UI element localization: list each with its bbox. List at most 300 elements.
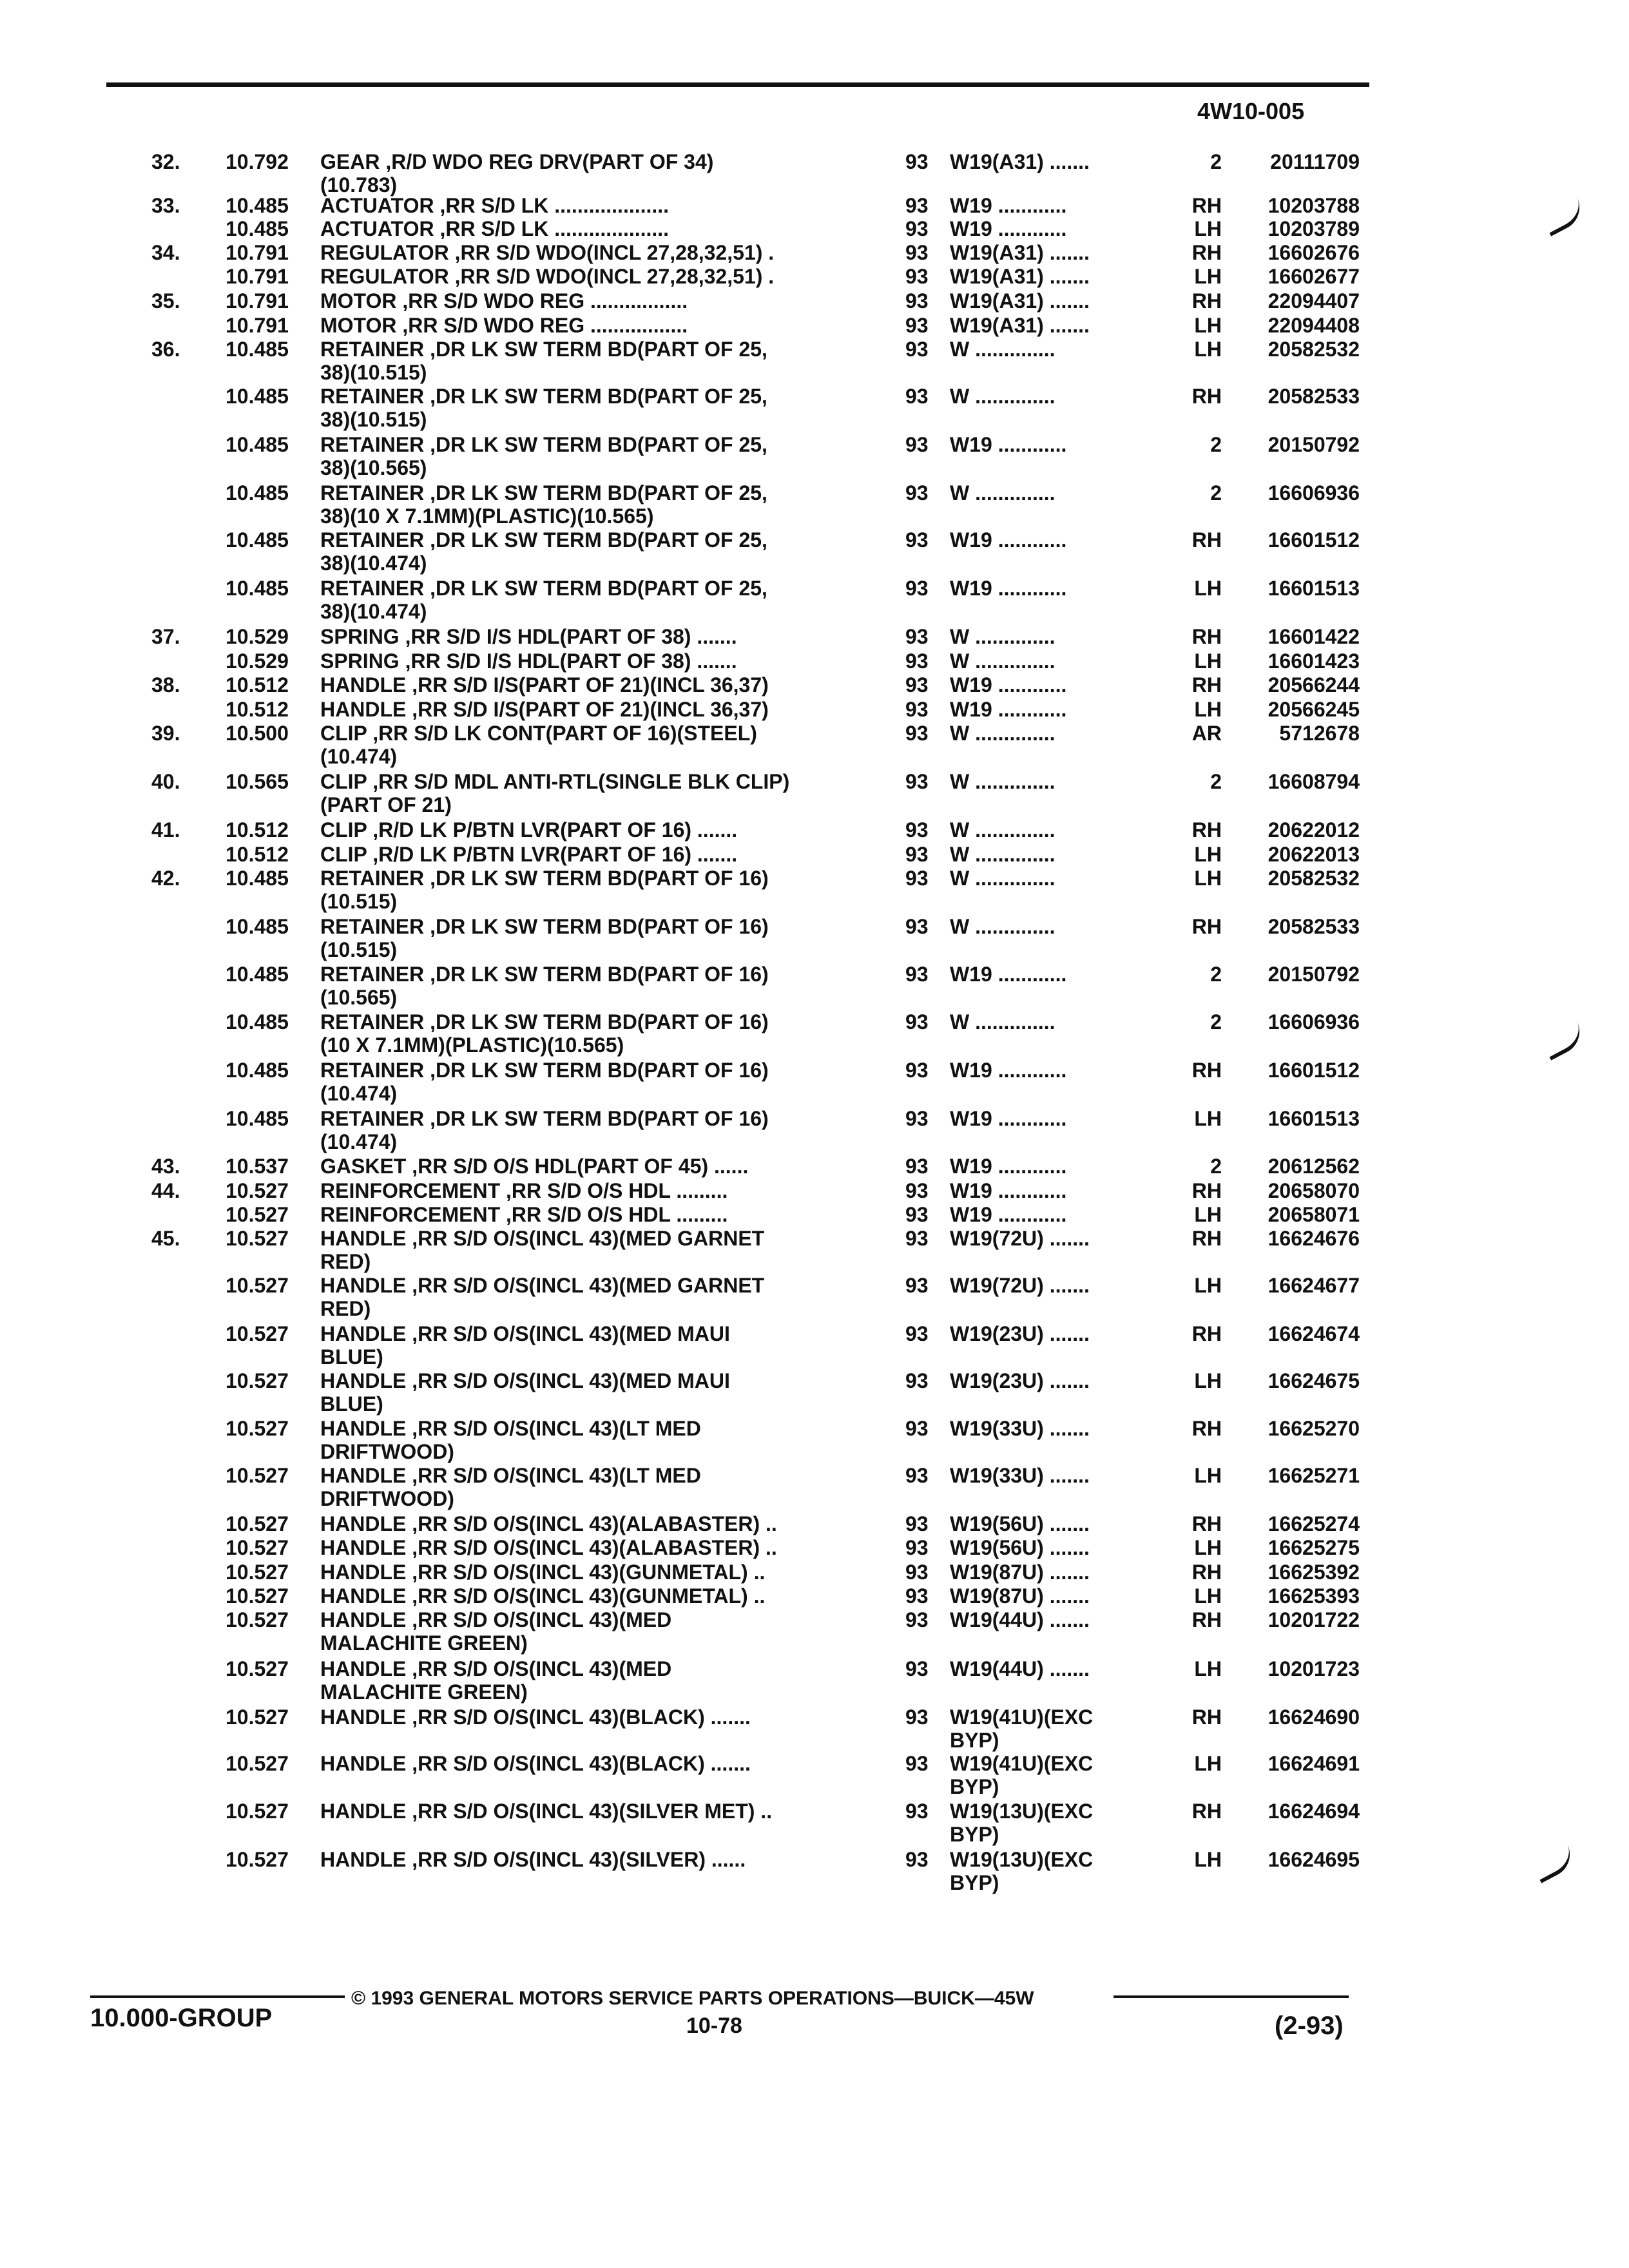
model-year: 93 bbox=[905, 1010, 929, 1033]
part-number: 16624694 bbox=[1268, 1800, 1360, 1823]
part-description: SPRING ,RR S/D I/S HDL(PART OF 38) ....... bbox=[320, 625, 737, 648]
model-year: 93 bbox=[905, 1155, 929, 1178]
quantity: 2 bbox=[1210, 481, 1222, 505]
part-number: 16624691 bbox=[1268, 1752, 1360, 1775]
part-description: MOTOR ,RR S/D WDO REG ................. bbox=[320, 314, 688, 337]
model-year: 93 bbox=[905, 1800, 929, 1823]
model-year: 93 bbox=[905, 1561, 929, 1584]
part-number: 20622013 bbox=[1268, 843, 1360, 866]
model-code: W .............. bbox=[950, 722, 1055, 745]
part-description: HANDLE ,RR S/D O/S(INCL 43)(LT MED DRIFTWOOD) bbox=[320, 1417, 701, 1463]
part-description: MOTOR ,RR S/D WDO REG ................. bbox=[320, 289, 688, 312]
quantity: LH bbox=[1194, 1848, 1222, 1871]
model-code: W19 ............ bbox=[950, 217, 1067, 240]
model-code: W19 ............ bbox=[950, 433, 1067, 456]
part-number: 16601513 bbox=[1268, 577, 1360, 600]
model-code: W .............. bbox=[950, 770, 1055, 793]
model-code: W19(56U) ....... bbox=[950, 1512, 1090, 1535]
figure-number: 35. bbox=[151, 289, 180, 312]
part-number: 16625392 bbox=[1268, 1561, 1360, 1584]
model-code: W19(72U) ....... bbox=[950, 1274, 1090, 1297]
figure-number: 39. bbox=[151, 722, 180, 745]
quantity: LH bbox=[1194, 649, 1222, 673]
model-year: 93 bbox=[905, 577, 929, 600]
model-code: W .............. bbox=[950, 843, 1055, 866]
quantity: LH bbox=[1194, 314, 1222, 337]
group-number: 10.791 bbox=[226, 289, 289, 312]
table-row bbox=[0, 915, 1629, 966]
group-number: 10.500 bbox=[226, 722, 289, 745]
group-number: 10.512 bbox=[226, 673, 289, 697]
group-number: 10.529 bbox=[226, 649, 289, 673]
group-number: 10.527 bbox=[226, 1752, 289, 1775]
model-year: 93 bbox=[905, 1274, 929, 1297]
part-description: HANDLE ,RR S/D O/S(INCL 43)(BLACK) ....... bbox=[320, 1752, 751, 1775]
model-year: 93 bbox=[905, 194, 929, 217]
part-number: 16624690 bbox=[1268, 1706, 1360, 1729]
quantity: RH bbox=[1191, 625, 1222, 648]
model-year: 93 bbox=[905, 1417, 929, 1440]
part-number: 16624676 bbox=[1268, 1227, 1360, 1250]
table-row bbox=[0, 1274, 1629, 1325]
table-row bbox=[0, 433, 1629, 485]
group-number: 10.485 bbox=[226, 217, 289, 240]
part-description: RETAINER ,DR LK SW TERM BD(PART OF 16) (10.515) bbox=[320, 867, 769, 913]
model-year: 93 bbox=[905, 818, 929, 841]
model-year: 93 bbox=[905, 528, 929, 552]
group-number: 10.485 bbox=[226, 915, 289, 938]
model-code: W19 ............ bbox=[950, 698, 1067, 721]
part-description: RETAINER ,DR LK SW TERM BD(PART OF 16) (10.565) bbox=[320, 963, 769, 1009]
part-number: 16606936 bbox=[1268, 481, 1360, 505]
model-code: W19(13U)(EXC BYP) bbox=[950, 1848, 1094, 1894]
part-number: 16625275 bbox=[1268, 1536, 1360, 1559]
part-number: 20150792 bbox=[1268, 963, 1360, 986]
model-year: 93 bbox=[905, 1369, 929, 1392]
figure-number: 42. bbox=[151, 867, 180, 890]
part-number: 20612562 bbox=[1268, 1155, 1360, 1178]
quantity: 2 bbox=[1210, 770, 1222, 793]
quantity: RH bbox=[1191, 1706, 1222, 1729]
part-description: HANDLE ,RR S/D O/S(INCL 43)(SILVER MET) .. bbox=[320, 1800, 773, 1823]
part-description: HANDLE ,RR S/D I/S(PART OF 21)(INCL 36,37) bbox=[320, 698, 769, 721]
part-number: 16624695 bbox=[1268, 1848, 1360, 1871]
part-number: 16602676 bbox=[1268, 241, 1360, 264]
group-number: 10.485 bbox=[226, 1059, 289, 1082]
quantity: LH bbox=[1194, 843, 1222, 866]
part-number: 10201723 bbox=[1268, 1657, 1360, 1680]
footer-group: 10.000-GROUP bbox=[90, 2004, 273, 2032]
part-number: 22094407 bbox=[1268, 289, 1360, 312]
part-description: HANDLE ,RR S/D O/S(INCL 43)(MED GARNET RED) bbox=[320, 1227, 765, 1273]
quantity: LH bbox=[1194, 1274, 1222, 1297]
part-description: HANDLE ,RR S/D O/S(INCL 43)(MED MALACHITE GREEN) bbox=[320, 1657, 672, 1704]
quantity: LH bbox=[1194, 577, 1222, 600]
part-number: 16602677 bbox=[1268, 265, 1360, 288]
footer-date: (2-93) bbox=[1275, 2012, 1344, 2040]
model-code: W .............. bbox=[950, 649, 1055, 673]
part-number: 20658070 bbox=[1268, 1179, 1360, 1202]
model-year: 93 bbox=[905, 1706, 929, 1729]
table-row bbox=[0, 1800, 1629, 1851]
table-row bbox=[0, 1107, 1629, 1158]
part-description: REINFORCEMENT ,RR S/D O/S HDL ......... bbox=[320, 1203, 728, 1226]
model-year: 93 bbox=[905, 722, 929, 745]
model-code: W19(A31) ....... bbox=[950, 289, 1090, 312]
part-description: RETAINER ,DR LK SW TERM BD(PART OF 16) (10.474) bbox=[320, 1107, 769, 1153]
model-year: 93 bbox=[905, 289, 929, 312]
model-code: W19(23U) ....... bbox=[950, 1322, 1090, 1345]
model-code: W .............. bbox=[950, 818, 1055, 841]
model-year: 93 bbox=[905, 338, 929, 361]
model-code: W19 ............ bbox=[950, 577, 1067, 600]
model-code: W19 ............ bbox=[950, 1203, 1067, 1226]
part-description: REGULATOR ,RR S/D WDO(INCL 27,28,32,51) . bbox=[320, 265, 775, 288]
model-year: 93 bbox=[905, 481, 929, 505]
model-year: 93 bbox=[905, 241, 929, 264]
part-number: 20150792 bbox=[1268, 433, 1360, 456]
quantity: 2 bbox=[1210, 1155, 1222, 1178]
figure-number: 33. bbox=[151, 194, 180, 217]
model-code: W19(A31) ....... bbox=[950, 265, 1090, 288]
figure-number: 43. bbox=[151, 1155, 180, 1178]
part-description: CLIP ,RR S/D LK CONT(PART OF 16)(STEEL) (10.474) bbox=[320, 722, 757, 768]
quantity: RH bbox=[1191, 1561, 1222, 1584]
model-year: 93 bbox=[905, 1584, 929, 1608]
part-number: 16601422 bbox=[1268, 625, 1360, 648]
table-row bbox=[0, 1059, 1629, 1110]
quantity: LH bbox=[1194, 1464, 1222, 1487]
part-number: 20658071 bbox=[1268, 1203, 1360, 1226]
group-number: 10.512 bbox=[226, 843, 289, 866]
quantity: 2 bbox=[1210, 433, 1222, 456]
model-code: W .............. bbox=[950, 481, 1055, 505]
quantity: LH bbox=[1194, 698, 1222, 721]
group-number: 10.485 bbox=[226, 1107, 289, 1130]
quantity: LH bbox=[1194, 1657, 1222, 1680]
model-year: 93 bbox=[905, 843, 929, 866]
part-description: RETAINER ,DR LK SW TERM BD(PART OF 16) (10.474) bbox=[320, 1059, 769, 1105]
group-number: 10.527 bbox=[226, 1417, 289, 1440]
part-description: RETAINER ,DR LK SW TERM BD(PART OF 16) (10.515) bbox=[320, 915, 769, 961]
group-number: 10.527 bbox=[226, 1584, 289, 1608]
table-row bbox=[0, 1464, 1629, 1515]
model-code: W .............. bbox=[950, 338, 1055, 361]
model-code: W19(13U)(EXC BYP) bbox=[950, 1800, 1094, 1846]
part-number: 16606936 bbox=[1268, 1010, 1360, 1033]
group-number: 10.527 bbox=[226, 1608, 289, 1631]
quantity: LH bbox=[1194, 338, 1222, 361]
quantity: RH bbox=[1191, 1227, 1222, 1250]
model-year: 93 bbox=[905, 1848, 929, 1871]
group-number: 10.527 bbox=[226, 1706, 289, 1729]
part-description: HANDLE ,RR S/D O/S(INCL 43)(LT MED DRIFTWOOD) bbox=[320, 1464, 701, 1510]
model-code: W19(87U) ....... bbox=[950, 1584, 1090, 1608]
part-number: 20622012 bbox=[1268, 818, 1360, 841]
part-description: HANDLE ,RR S/D I/S(PART OF 21)(INCL 36,37) bbox=[320, 673, 769, 697]
model-code: W19(33U) ....... bbox=[950, 1464, 1090, 1487]
footer-copyright: © 1993 GENERAL MOTORS SERVICE PARTS OPERATIONS—BUICK—45W bbox=[351, 1988, 1034, 2009]
part-number: 10203789 bbox=[1268, 217, 1360, 240]
quantity: RH bbox=[1191, 915, 1222, 938]
part-description: RETAINER ,DR LK SW TERM BD(PART OF 16) (10 X 7.1MM)(PLASTIC)(10.565) bbox=[320, 1010, 769, 1057]
table-row bbox=[0, 963, 1629, 1014]
group-number: 10.527 bbox=[226, 1800, 289, 1823]
part-number: 10201722 bbox=[1268, 1608, 1360, 1631]
model-code: W19 ............ bbox=[950, 1107, 1067, 1130]
model-code: W19 ............ bbox=[950, 673, 1067, 697]
quantity: RH bbox=[1191, 1512, 1222, 1535]
part-description: HANDLE ,RR S/D O/S(INCL 43)(GUNMETAL) .. bbox=[320, 1584, 766, 1608]
table-row bbox=[0, 1608, 1629, 1660]
model-year: 93 bbox=[905, 150, 929, 173]
part-number: 20566245 bbox=[1268, 698, 1360, 721]
quantity: RH bbox=[1191, 1322, 1222, 1345]
part-number: 16625393 bbox=[1268, 1584, 1360, 1608]
model-code: W19(72U) ....... bbox=[950, 1227, 1090, 1250]
quantity: RH bbox=[1191, 385, 1222, 408]
model-year: 93 bbox=[905, 1203, 929, 1226]
group-number: 10.527 bbox=[226, 1848, 289, 1871]
part-number: 16624675 bbox=[1268, 1369, 1360, 1392]
model-year: 93 bbox=[905, 649, 929, 673]
footer-rule-right bbox=[1113, 1995, 1349, 1998]
quantity: 2 bbox=[1210, 150, 1222, 173]
quantity: AR bbox=[1191, 722, 1222, 745]
group-number: 10.527 bbox=[226, 1464, 289, 1487]
model-year: 93 bbox=[905, 1752, 929, 1775]
model-code: W19(A31) ....... bbox=[950, 150, 1090, 173]
part-description: HANDLE ,RR S/D O/S(INCL 43)(ALABASTER) .. bbox=[320, 1536, 777, 1559]
part-description: HANDLE ,RR S/D O/S(INCL 43)(MED MAUI BLUE) bbox=[320, 1369, 730, 1416]
part-description: SPRING ,RR S/D I/S HDL(PART OF 38) ....... bbox=[320, 649, 737, 673]
quantity: RH bbox=[1191, 289, 1222, 312]
part-description: RETAINER ,DR LK SW TERM BD(PART OF 25, 38)(10 X 7.1MM)(PLASTIC)(10.565) bbox=[320, 481, 767, 528]
group-number: 10.527 bbox=[226, 1561, 289, 1584]
model-year: 93 bbox=[905, 1059, 929, 1082]
part-number: 20111709 bbox=[1270, 150, 1360, 173]
doc-code: 4W10-005 bbox=[1197, 98, 1305, 124]
model-year: 93 bbox=[905, 1536, 929, 1559]
group-number: 10.791 bbox=[226, 265, 289, 288]
model-code: W .............. bbox=[950, 625, 1055, 648]
model-year: 93 bbox=[905, 1657, 929, 1680]
quantity: RH bbox=[1191, 241, 1222, 264]
model-year: 93 bbox=[905, 698, 929, 721]
model-year: 93 bbox=[905, 673, 929, 697]
model-code: W19(23U) ....... bbox=[950, 1369, 1090, 1392]
part-description: CLIP ,R/D LK P/BTN LVR(PART OF 16) ....... bbox=[320, 818, 738, 841]
part-number: 16601512 bbox=[1268, 1059, 1360, 1082]
part-number: 16601513 bbox=[1268, 1107, 1360, 1130]
model-year: 93 bbox=[905, 1608, 929, 1631]
table-row bbox=[0, 1010, 1629, 1062]
part-description: RETAINER ,DR LK SW TERM BD(PART OF 25, 38)(10.565) bbox=[320, 433, 767, 479]
part-description: RETAINER ,DR LK SW TERM BD(PART OF 25, 38)(10.515) bbox=[320, 385, 767, 431]
part-description: HANDLE ,RR S/D O/S(INCL 43)(ALABASTER) .. bbox=[320, 1512, 777, 1535]
group-number: 10.565 bbox=[226, 770, 289, 793]
part-description: RETAINER ,DR LK SW TERM BD(PART OF 25, 38)(10.474) bbox=[320, 577, 767, 623]
quantity: LH bbox=[1194, 867, 1222, 890]
model-code: W19(44U) ....... bbox=[950, 1657, 1090, 1680]
model-year: 93 bbox=[905, 1179, 929, 1202]
part-number: 20566244 bbox=[1268, 673, 1360, 697]
part-description: HANDLE ,RR S/D O/S(INCL 43)(BLACK) ....... bbox=[320, 1706, 751, 1729]
table-row bbox=[0, 1227, 1629, 1278]
model-year: 93 bbox=[905, 1464, 929, 1487]
model-code: W19 ............ bbox=[950, 1059, 1067, 1082]
model-code: W19(41U)(EXC BYP) bbox=[950, 1752, 1094, 1798]
model-year: 93 bbox=[905, 1227, 929, 1250]
part-description: RETAINER ,DR LK SW TERM BD(PART OF 25, 38)(10.474) bbox=[320, 528, 767, 575]
model-year: 93 bbox=[905, 265, 929, 288]
part-description: CLIP ,RR S/D MDL ANTI-RTL(SINGLE BLK CLIP) (PART OF 21) bbox=[320, 770, 790, 816]
part-description: HANDLE ,RR S/D O/S(INCL 43)(GUNMETAL) .. bbox=[320, 1561, 766, 1584]
part-description: REGULATOR ,RR S/D WDO(INCL 27,28,32,51) . bbox=[320, 241, 775, 264]
quantity: RH bbox=[1191, 673, 1222, 697]
part-description: GASKET ,RR S/D O/S HDL(PART OF 45) ...... bbox=[320, 1155, 749, 1178]
group-number: 10.527 bbox=[226, 1227, 289, 1250]
group-number: 10.485 bbox=[226, 433, 289, 456]
group-number: 10.527 bbox=[226, 1274, 289, 1297]
model-code: W .............. bbox=[950, 867, 1055, 890]
group-number: 10.485 bbox=[226, 338, 289, 361]
quantity: RH bbox=[1191, 818, 1222, 841]
part-description: GEAR ,R/D WDO REG DRV(PART OF 34) (10.783) bbox=[320, 150, 714, 197]
part-number: 10203788 bbox=[1268, 194, 1360, 217]
model-year: 93 bbox=[905, 915, 929, 938]
model-code: W19(33U) ....... bbox=[950, 1417, 1090, 1440]
model-code: W19 ............ bbox=[950, 1179, 1067, 1202]
part-number: 16625274 bbox=[1268, 1512, 1360, 1535]
part-number: 20582532 bbox=[1268, 867, 1360, 890]
part-number: 16624677 bbox=[1268, 1274, 1360, 1297]
group-number: 10.527 bbox=[226, 1369, 289, 1392]
model-code: W .............. bbox=[950, 915, 1055, 938]
model-year: 93 bbox=[905, 314, 929, 337]
group-number: 10.527 bbox=[226, 1203, 289, 1226]
part-number: 22094408 bbox=[1268, 314, 1360, 337]
part-description: HANDLE ,RR S/D O/S(INCL 43)(SILVER) ...... bbox=[320, 1848, 746, 1871]
part-number: 16624674 bbox=[1268, 1322, 1360, 1345]
figure-number: 37. bbox=[151, 625, 180, 648]
quantity: RH bbox=[1191, 1800, 1222, 1823]
part-description: HANDLE ,RR S/D O/S(INCL 43)(MED MALACHITE GREEN) bbox=[320, 1608, 672, 1655]
quantity: RH bbox=[1191, 194, 1222, 217]
part-number: 16625270 bbox=[1268, 1417, 1360, 1440]
model-code: W19(41U)(EXC BYP) bbox=[950, 1706, 1094, 1752]
quantity: LH bbox=[1194, 1107, 1222, 1130]
group-number: 10.485 bbox=[226, 577, 289, 600]
group-number: 10.792 bbox=[226, 150, 289, 173]
group-number: 10.485 bbox=[226, 528, 289, 552]
table-row bbox=[0, 577, 1629, 628]
group-number: 10.791 bbox=[226, 314, 289, 337]
part-description: ACTUATOR ,RR S/D LK .................... bbox=[320, 217, 670, 240]
model-code: W .............. bbox=[950, 385, 1055, 408]
quantity: LH bbox=[1194, 1584, 1222, 1608]
table-row bbox=[0, 1848, 1629, 1899]
group-number: 10.529 bbox=[226, 625, 289, 648]
part-number: 5712678 bbox=[1279, 722, 1360, 745]
table-row bbox=[0, 1657, 1629, 1709]
footer-rule-left bbox=[90, 1995, 345, 1998]
quantity: RH bbox=[1191, 528, 1222, 552]
model-year: 93 bbox=[905, 385, 929, 408]
model-year: 93 bbox=[905, 625, 929, 648]
model-year: 93 bbox=[905, 963, 929, 986]
figure-number: 38. bbox=[151, 673, 180, 697]
group-number: 10.791 bbox=[226, 241, 289, 264]
figure-number: 40. bbox=[151, 770, 180, 793]
part-number: 20582533 bbox=[1268, 385, 1360, 408]
model-code: W19(56U) ....... bbox=[950, 1536, 1090, 1559]
figure-number: 32. bbox=[151, 150, 180, 173]
part-description: HANDLE ,RR S/D O/S(INCL 43)(MED GARNET RED) bbox=[320, 1274, 765, 1320]
part-description: HANDLE ,RR S/D O/S(INCL 43)(MED MAUI BLUE) bbox=[320, 1322, 730, 1369]
model-code: W19 ............ bbox=[950, 528, 1067, 552]
figure-number: 36. bbox=[151, 338, 180, 361]
quantity: RH bbox=[1191, 1059, 1222, 1082]
model-code: W19(A31) ....... bbox=[950, 314, 1090, 337]
quantity: RH bbox=[1191, 1608, 1222, 1631]
group-number: 10.527 bbox=[226, 1322, 289, 1345]
group-number: 10.527 bbox=[226, 1179, 289, 1202]
group-number: 10.485 bbox=[226, 1010, 289, 1033]
quantity: RH bbox=[1191, 1417, 1222, 1440]
quantity: LH bbox=[1194, 1536, 1222, 1559]
model-year: 93 bbox=[905, 1322, 929, 1345]
group-number: 10.485 bbox=[226, 963, 289, 986]
model-code: W19 ............ bbox=[950, 1155, 1067, 1178]
table-row bbox=[0, 722, 1629, 773]
quantity: LH bbox=[1194, 1203, 1222, 1226]
model-code: W .............. bbox=[950, 1010, 1055, 1033]
part-number: 16601512 bbox=[1268, 528, 1360, 552]
group-number: 10.485 bbox=[226, 481, 289, 505]
part-number: 16625271 bbox=[1268, 1464, 1360, 1487]
model-code: W19 ............ bbox=[950, 963, 1067, 986]
part-description: CLIP ,R/D LK P/BTN LVR(PART OF 16) ....... bbox=[320, 843, 738, 866]
figure-number: 44. bbox=[151, 1179, 180, 1202]
table-row bbox=[0, 1322, 1629, 1374]
figure-number: 34. bbox=[151, 241, 180, 264]
table-row bbox=[0, 528, 1629, 580]
table-row bbox=[0, 1752, 1629, 1803]
figure-number: 45. bbox=[151, 1227, 180, 1250]
part-description: REINFORCEMENT ,RR S/D O/S HDL ......... bbox=[320, 1179, 728, 1202]
part-number: 20582532 bbox=[1268, 338, 1360, 361]
group-number: 10.512 bbox=[226, 818, 289, 841]
quantity: RH bbox=[1191, 1179, 1222, 1202]
group-number: 10.527 bbox=[226, 1657, 289, 1680]
table-row bbox=[0, 385, 1629, 436]
model-year: 93 bbox=[905, 770, 929, 793]
quantity: 2 bbox=[1210, 963, 1222, 986]
group-number: 10.485 bbox=[226, 867, 289, 890]
quantity: LH bbox=[1194, 1752, 1222, 1775]
part-description: ACTUATOR ,RR S/D LK .................... bbox=[320, 194, 670, 217]
model-year: 93 bbox=[905, 1107, 929, 1130]
quantity: LH bbox=[1194, 1369, 1222, 1392]
group-number: 10.527 bbox=[226, 1512, 289, 1535]
part-number: 16601423 bbox=[1268, 649, 1360, 673]
model-year: 93 bbox=[905, 867, 929, 890]
footer-page-number: 10-78 bbox=[686, 2013, 742, 2038]
group-number: 10.485 bbox=[226, 385, 289, 408]
table-row bbox=[0, 770, 1629, 822]
group-number: 10.527 bbox=[226, 1536, 289, 1559]
